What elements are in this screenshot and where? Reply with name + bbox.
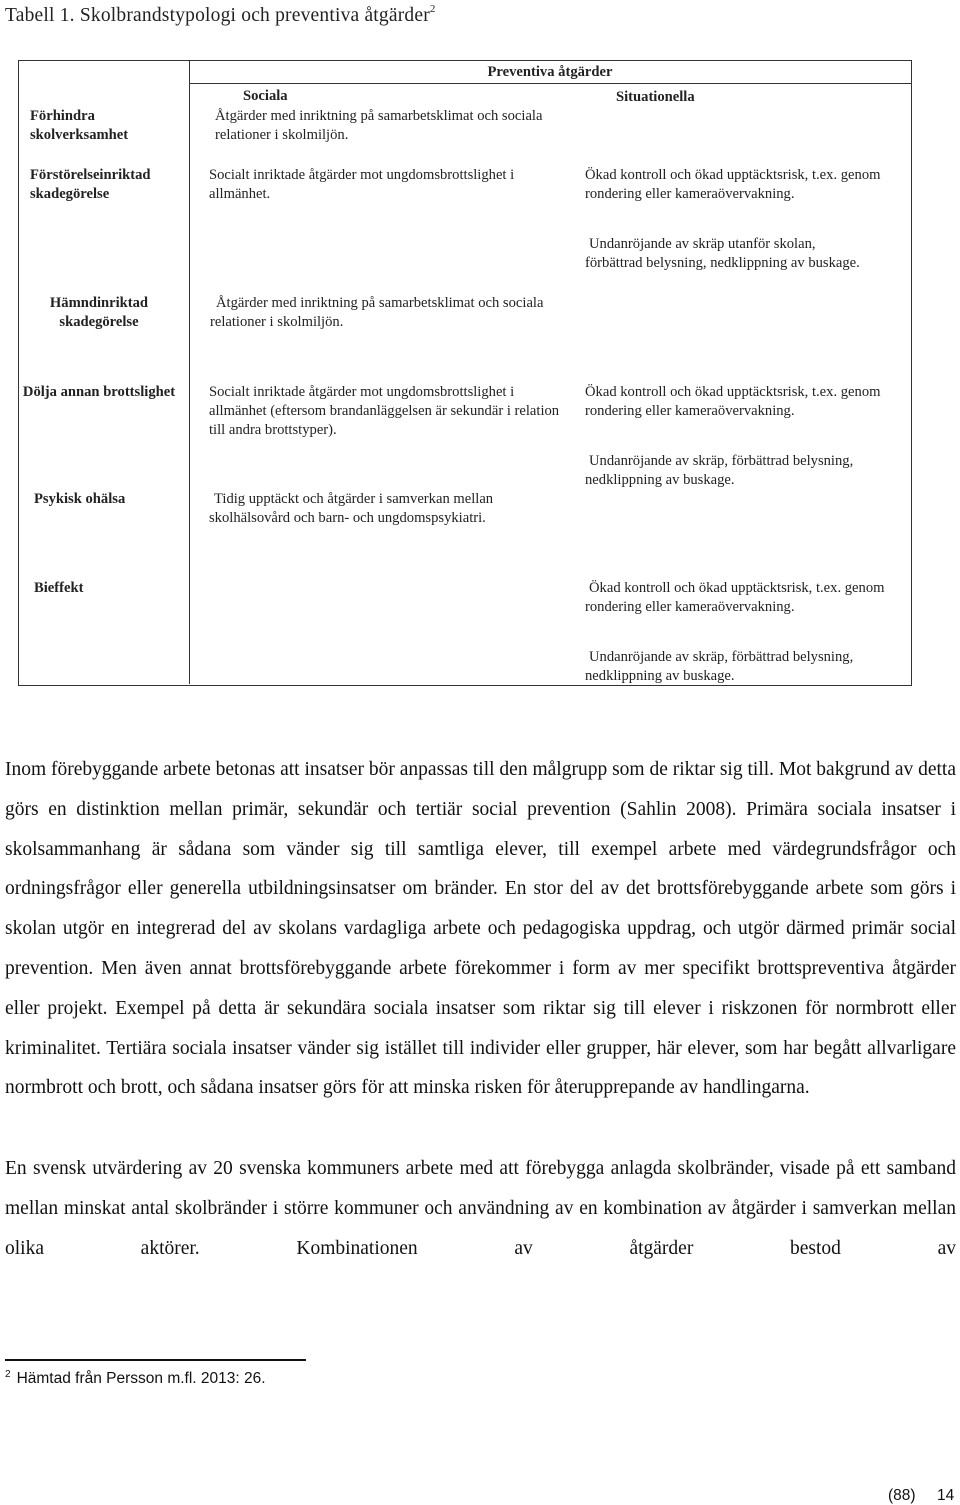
header-sociala: Sociala <box>243 88 288 104</box>
social-text-psykisk: Tidig upptäckt och åtgärder i samverkan mellan skolhälsovård och barn- och ungdomspsykiatri. <box>209 491 494 526</box>
header-situationella: Situationella <box>616 89 695 105</box>
table-divider <box>189 61 190 684</box>
paragraph: Inom förebyggande arbete betonas att insatser bör anpassas till den målgrupp som de riktar sig till. Mot bakgrund av detta görs en distinktion mellan primär, sekundär och tertiär social prevention (Sahlin 2008). Primära sociala insatser i skolsammanhang är sådana som vänder sig till samtliga elever, till exempel arbete med värdegrundsfrågor och ordningsfrågor eller generella utbildningsinsatser om bränder. En stor del av det brottsförebyggande arbete som görs i skolan utgör en integrerad del av skolans vardagliga arbete och pedagogiska uppdrag, och utgör därmed primär social prevention. Men även annat brottsförebyggande arbete förekommer i form av mer specifikt brottspreventiva åtgärder eller projekt. Exempel på detta är sekundära sociala insatser som riktar sig till elever i riskzonen för normbrott eller kriminalitet. Tertiära sociala insatser vänder sig istället till individer eller grupper, här elever, som har begått allvarligare normbrott och brott, och sådana insatser görs för att minska risken för återupprepande av handlingarna. <box>5 759 956 1099</box>
row-label-forstorelse: Förstörelseinriktad skadegörelse <box>30 167 151 202</box>
row-label-dolja: Dölja annan brottslighet <box>22 384 176 400</box>
body-text <box>5 750 956 1269</box>
document-code: (88) <box>888 1487 916 1504</box>
situational-text-forstorelse: Ökad kontroll och ökad upptäcktsrisk, t.ex. genom rondering eller kameraövervakning. <box>585 167 881 202</box>
prevention-table <box>18 60 912 686</box>
footnote: $^2$ Hämtad från Persson m.fl. 2013: 26. <box>5 1369 266 1387</box>
row-label-bieffekt: Bieffekt <box>34 580 84 596</box>
table-caption: Tabell 1. Skolbrandstypologi och preventiva åtgärder$^2$ <box>5 3 436 26</box>
social-text-hamnd: Åtgärder med inriktning på samarbetsklimat och sociala relationer i skolmiljön. <box>210 295 544 330</box>
situational-text-dolja-2: Undanröjande av skräp, förbättrad belysning, nedklippning av buskage. <box>585 453 854 488</box>
table-header-divider <box>189 83 911 84</box>
footnote-rule <box>5 1359 306 1361</box>
situational-text-bieffekt-2: Undanröjande av skräp, förbättrad belysning, nedklippning av buskage. <box>585 649 854 684</box>
situational-text-bieffekt-1: Ökad kontroll och ökad upptäcktsrisk, t.ex. genom rondering eller kameraövervakning. <box>585 580 885 615</box>
header-preventiva: Preventiva åtgärder <box>487 64 613 80</box>
situational-text-hamnd: Undanröjande av skräp utanför skolan, förbättrad belysning, nedklippning av buskage. <box>585 236 860 271</box>
row-label-hamnd: Hämndinriktad skadegörelse <box>49 295 149 330</box>
social-text-forhindra: Åtgärder med inriktning på samarbetsklimat och sociala relationer i skolmiljön. <box>215 108 543 143</box>
paragraph: En svensk utvärdering av 20 svenska kommuners arbete med att förebygga anlagda skolbränder, visade på ett samband mellan minskat antal skolbränder i större kommuner och användning av en kombination av åtgärder i samverkan mellan olika aktörer. Kombinationen av åtgärder bestod av <box>5 1158 956 1259</box>
row-label-forhindra: Förhindra skolverksamhet <box>30 108 129 143</box>
row-label-psykisk: Psykisk ohälsa <box>34 491 126 507</box>
page-number: 14 <box>937 1487 955 1504</box>
social-text-forstorelse: Socialt inriktade åtgärder mot ungdomsbrottslighet i allmänhet. <box>209 167 515 202</box>
social-text-dolja: Socialt inriktade åtgärder mot ungdomsbrottslighet i allmänhet (eftersom brandanläggelsen är sekundär i relation till andra brottstyper). <box>209 384 560 438</box>
situational-text-dolja-1: Ökad kontroll och ökad upptäcktsrisk, t.ex. genom rondering eller kameraövervakning. <box>585 384 881 419</box>
